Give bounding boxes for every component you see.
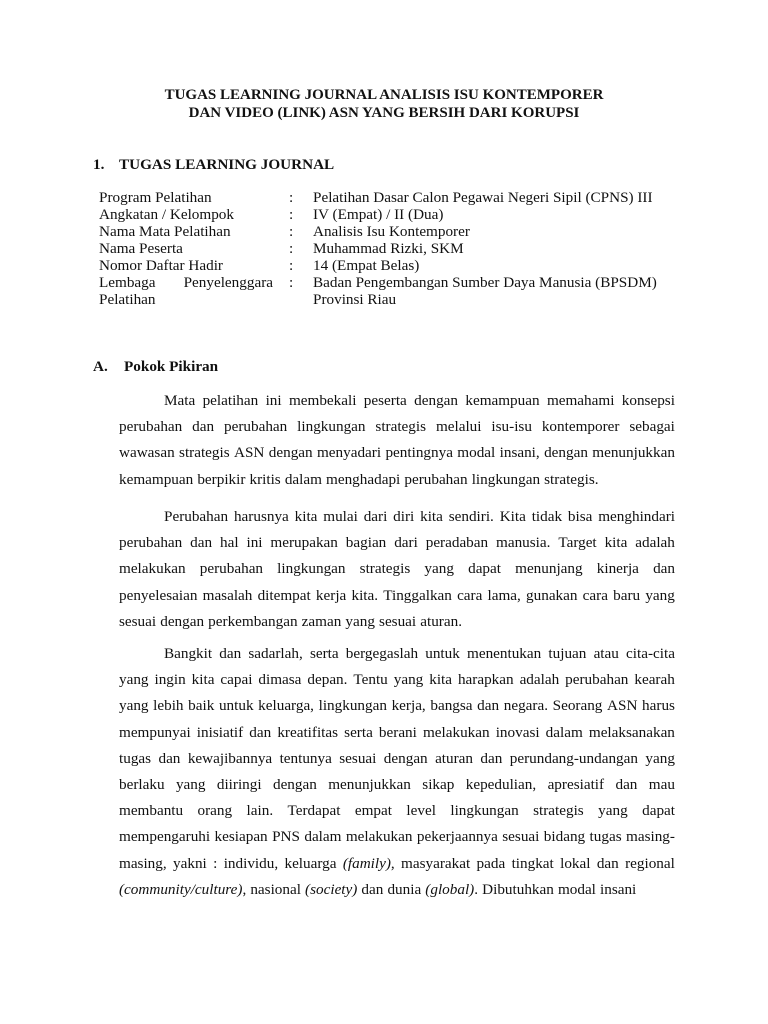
word: tingkat: [511, 854, 554, 872]
info-colon: :: [289, 274, 294, 291]
word: hal: [220, 534, 239, 552]
word: sesuai: [379, 612, 417, 630]
word: dan: [653, 560, 675, 578]
word: menghadapi: [326, 470, 401, 488]
word: regional: [625, 854, 675, 872]
word: adalah: [519, 671, 560, 689]
info-colon: :: [289, 223, 294, 240]
word: lokal: [560, 854, 591, 872]
word: dari: [394, 534, 418, 552]
word: lingkungan: [277, 560, 346, 578]
word: kita: [191, 671, 215, 689]
word: dengan: [383, 749, 428, 767]
info-value: IV (Empat) / II (Dua): [313, 206, 444, 223]
word: harusnya: [233, 508, 289, 525]
word: modal: [557, 880, 596, 898]
word: mempengaruhi: [119, 828, 211, 846]
word: masyarakat: [401, 854, 471, 872]
word: membantu: [119, 802, 184, 820]
word: merupakan: [270, 534, 338, 552]
word: insani: [600, 880, 637, 898]
word: bergegaslah: [345, 645, 419, 662]
info-value: Provinsi Riau: [313, 291, 397, 308]
word: kesiapan: [214, 828, 268, 846]
word: berlaku: [119, 775, 165, 793]
word: dan: [219, 645, 242, 662]
word: lingkungan: [297, 418, 366, 436]
word: melaksanakan: [588, 723, 675, 741]
word: strategis: [533, 802, 584, 820]
word: lingkungan: [318, 697, 387, 715]
word: menghindari: [598, 508, 675, 525]
info-label-word: Lembaga: [99, 274, 156, 291]
word: yang: [393, 671, 424, 689]
word: diiringi: [216, 775, 262, 793]
paragraph-line: [119, 772, 675, 798]
word: isu-isu: [491, 418, 532, 436]
paragraph-line: [119, 693, 675, 719]
word: strategis.: [544, 470, 599, 488]
paragraph-line: [119, 467, 675, 493]
word: kinerja: [596, 560, 639, 578]
word: ini: [265, 392, 282, 409]
word: tujuan: [548, 645, 587, 662]
word: yang: [119, 671, 149, 689]
word: dan: [190, 534, 213, 552]
info-row-peserta: [99, 240, 679, 257]
word: sebagai: [629, 418, 675, 436]
paragraph-line: [119, 824, 675, 850]
word: Target: [558, 534, 597, 552]
word: melakukan: [119, 560, 186, 578]
word: untuk: [425, 645, 460, 662]
word: dapat: [642, 802, 675, 820]
word: tentunya: [279, 749, 332, 767]
word: Bangkit: [164, 645, 213, 662]
section-1-number: 1.: [93, 156, 105, 173]
word: lebih: [153, 697, 184, 715]
word: Perubahan: [164, 508, 229, 525]
word: kita: [429, 671, 452, 689]
info-value: Badan Pengembangan Sumber Daya Manusia (BPSDM): [313, 274, 657, 291]
word: Tentu: [353, 671, 388, 689]
word: dengan: [160, 612, 205, 630]
paragraph-line: [119, 746, 675, 772]
info-row-angkatan: [99, 206, 679, 223]
word: :: [213, 854, 218, 872]
info-colon: :: [289, 257, 294, 274]
word: empat: [354, 802, 392, 820]
info-label-word: Penyelenggara: [183, 274, 273, 291]
paragraph-line: [119, 851, 675, 877]
info-label: Nama Mata Pelatihan: [99, 223, 231, 240]
word: sadarlah,: [248, 645, 303, 662]
word: dapat: [468, 560, 501, 578]
word: (society): [305, 880, 358, 898]
word: yang: [119, 697, 149, 715]
paragraph: [119, 388, 675, 493]
word: dengan: [272, 775, 317, 793]
word: dan: [158, 749, 181, 767]
paragraph-line: [119, 530, 675, 556]
paragraph-line: [119, 877, 675, 903]
info-row-daftar-hadir: [99, 257, 679, 274]
word: kemampuan: [465, 392, 540, 409]
word: melalui: [435, 418, 482, 436]
word: apresiatif: [547, 775, 605, 793]
info-label-lembaga: [99, 274, 273, 291]
paragraph-line: [119, 667, 675, 693]
word: Tinggalkan: [383, 586, 452, 604]
word: perundang-undangan: [509, 749, 638, 767]
word: inisiatif: [196, 723, 244, 741]
word: pada: [476, 854, 506, 872]
word: (community/culture),: [119, 880, 247, 898]
word: mempunyai: [119, 723, 191, 741]
paragraph: [119, 641, 675, 903]
word: zaman: [301, 612, 342, 630]
word: perubahan: [404, 470, 468, 488]
word: kerja,: [391, 697, 426, 715]
word: masing,: [119, 854, 167, 872]
word: menunjang: [515, 560, 583, 578]
word: bisa: [567, 508, 593, 525]
paragraph-line: [119, 583, 675, 609]
word: tidak: [531, 508, 563, 525]
word: melakukan: [345, 828, 413, 846]
paragraph-line: [119, 388, 675, 414]
word: adalah: [635, 534, 675, 552]
word: dalam: [545, 723, 583, 741]
paragraph-line: [119, 609, 675, 635]
word: dunia: [387, 880, 422, 898]
word: dan: [192, 418, 215, 436]
word: nasional: [250, 880, 301, 898]
word: kemampuan: [119, 470, 194, 488]
info-value: 14 (Empat Belas): [313, 257, 420, 274]
word: kontemporer: [541, 418, 620, 436]
info-colon: :: [289, 189, 294, 206]
word: orang: [197, 802, 233, 820]
word: kewajibannya: [187, 749, 273, 767]
word: dan: [596, 854, 619, 872]
word: perubahan: [199, 560, 264, 578]
word: konsepsi: [621, 392, 675, 409]
info-value: Muhammad Rizki, SKM: [313, 240, 464, 257]
word: ASN: [234, 444, 265, 462]
word: bidang: [543, 828, 586, 846]
paragraph: [119, 504, 675, 635]
word: cita-cita: [626, 645, 675, 662]
word: dan: [615, 775, 638, 793]
section-1-heading: TUGAS LEARNING JOURNAL: [119, 156, 335, 173]
word: pekerjaannya: [416, 828, 498, 846]
word: menunjukkan: [592, 444, 675, 462]
info-label: Angkatan / Kelompok: [99, 206, 234, 223]
info-row-lembaga: [99, 274, 679, 291]
word: untuk: [218, 697, 254, 715]
word: kepedulian,: [465, 775, 537, 793]
word: perubahan: [119, 534, 183, 552]
info-value: Analisis Isu Kontemporer: [313, 223, 470, 240]
word: ingin: [154, 671, 186, 689]
word: strategis: [359, 560, 411, 578]
info-row-program: [99, 189, 679, 206]
word: kita: [294, 508, 318, 525]
word: strategis: [375, 418, 427, 436]
info-row-lembaga-cont: [99, 291, 679, 308]
info-colon: :: [289, 206, 294, 223]
word: bangsa: [430, 697, 473, 715]
word: sesuai: [119, 612, 157, 630]
word: peradaban: [425, 534, 489, 552]
word: (global).: [425, 880, 479, 898]
word: wawasan: [119, 444, 175, 462]
paragraph-line: [119, 556, 675, 582]
word: perkembangan: [208, 612, 298, 630]
word: lingkungan: [450, 802, 519, 820]
word: strategis: [179, 444, 230, 462]
word: lain.: [246, 802, 274, 820]
word: keluarga: [284, 854, 337, 872]
word: dan: [480, 749, 503, 767]
word: capai: [220, 671, 253, 689]
word: depan.: [307, 671, 348, 689]
word: dan: [477, 697, 500, 715]
word: serta: [309, 645, 339, 662]
word: baru: [613, 586, 641, 604]
word: yang: [345, 612, 375, 630]
word: yang: [645, 586, 675, 604]
info-row-mata-pelatihan: [99, 223, 679, 240]
word: aturan.: [420, 612, 462, 630]
word: ditempat: [257, 586, 311, 604]
word: harapkan: [457, 671, 514, 689]
word: ini: [246, 534, 263, 552]
word: cara: [457, 586, 483, 604]
word: dan: [361, 880, 384, 898]
word: cara: [582, 586, 608, 604]
word: mulai: [323, 508, 358, 525]
word: dengan: [544, 444, 588, 462]
word: masing-: [626, 828, 675, 846]
info-label: Program Pelatihan: [99, 189, 212, 206]
word: serta: [344, 723, 373, 741]
info-label: Pelatihan: [99, 291, 156, 308]
word: dan: [249, 723, 272, 741]
word: penyelesaian: [119, 586, 198, 604]
paragraph-line: [119, 414, 675, 440]
word: kita: [604, 534, 628, 552]
word: kearah: [634, 671, 675, 689]
word: dalam: [284, 470, 322, 488]
word: kritis: [249, 470, 281, 488]
word: gunakan: [526, 586, 578, 604]
word: negara.: [503, 697, 548, 715]
word: dari: [363, 508, 388, 525]
word: perubahan: [565, 671, 629, 689]
word: perubahan: [224, 418, 288, 436]
word: berani: [378, 723, 417, 741]
word: pentingnya: [385, 444, 453, 462]
paragraph-line: [119, 504, 675, 530]
word: Terdapat: [287, 802, 341, 820]
word: pelatihan: [202, 392, 259, 409]
word: sesuai: [502, 828, 540, 846]
section-a-heading: Pokok Pikiran: [124, 358, 219, 375]
word: yang: [175, 775, 206, 793]
word: insani,: [499, 444, 540, 462]
word: berpikir: [197, 470, 246, 488]
word: kreatifitas: [277, 723, 339, 741]
info-label: Nama Peserta: [99, 240, 183, 257]
word: modal: [457, 444, 496, 462]
word: Dibutuhkan: [482, 880, 554, 898]
word: inovasi: [495, 723, 540, 741]
word: menentukan: [467, 645, 542, 662]
word: lingkungan: [471, 470, 541, 488]
word: dalam: [304, 828, 342, 846]
word: sikap: [422, 775, 455, 793]
word: kita.: [351, 586, 379, 604]
word: peserta: [363, 392, 407, 409]
word: mau: [648, 775, 675, 793]
paragraph-line: [119, 440, 675, 466]
word: Kita: [499, 508, 526, 525]
word: tugas: [119, 749, 152, 767]
paragraph-line: [119, 798, 675, 824]
word: membekali: [288, 392, 357, 409]
word: (family),: [342, 854, 395, 872]
word: aturan: [435, 749, 474, 767]
word: Seorang: [552, 697, 603, 715]
word: yang: [424, 560, 454, 578]
word: yang: [645, 749, 675, 767]
word: Mata: [164, 392, 196, 409]
word: yakni: [173, 854, 207, 872]
word: masalah: [202, 586, 253, 604]
info-label: Nomor Daftar Hadir: [99, 257, 223, 274]
word: perubahan: [119, 418, 183, 436]
word: atau: [593, 645, 619, 662]
word: menunjukkan: [328, 775, 411, 793]
word: lama,: [487, 586, 521, 604]
word: PNS: [272, 828, 300, 846]
word: sendiri.: [448, 508, 494, 525]
paragraph-line: [119, 641, 675, 667]
word: keluarga,: [258, 697, 314, 715]
word: kerja: [315, 586, 347, 604]
word: individu,: [223, 854, 279, 872]
word: menyadari: [316, 444, 382, 462]
word: ASN: [607, 697, 638, 715]
document-title-line-1: TUGAS LEARNING JOURNAL ANALISIS ISU KONTEMPORER: [164, 87, 604, 103]
info-value: Pelatihan Dasar Calon Pegawai Negeri Sipil (CPNS) III: [313, 189, 653, 206]
word: harus: [642, 697, 675, 715]
word: kita: [420, 508, 443, 525]
word: dengan: [414, 392, 459, 409]
word: tugas: [589, 828, 622, 846]
word: memahami: [546, 392, 615, 409]
paragraph-line: [119, 720, 675, 746]
word: dengan: [268, 444, 313, 462]
word: baik: [188, 697, 215, 715]
word: sesuai: [339, 749, 377, 767]
word: melakukan: [422, 723, 490, 741]
word: manusia.: [496, 534, 551, 552]
document-title-line-2: DAN VIDEO (LINK) ASN YANG BERSIH DARI KORUPSI: [188, 105, 580, 121]
word: bagian: [345, 534, 387, 552]
word: level: [406, 802, 436, 820]
word: diri: [393, 508, 415, 525]
info-colon: :: [289, 240, 294, 257]
word: yang: [598, 802, 628, 820]
section-a-letter: A.: [93, 358, 108, 375]
word: dimasa: [258, 671, 302, 689]
